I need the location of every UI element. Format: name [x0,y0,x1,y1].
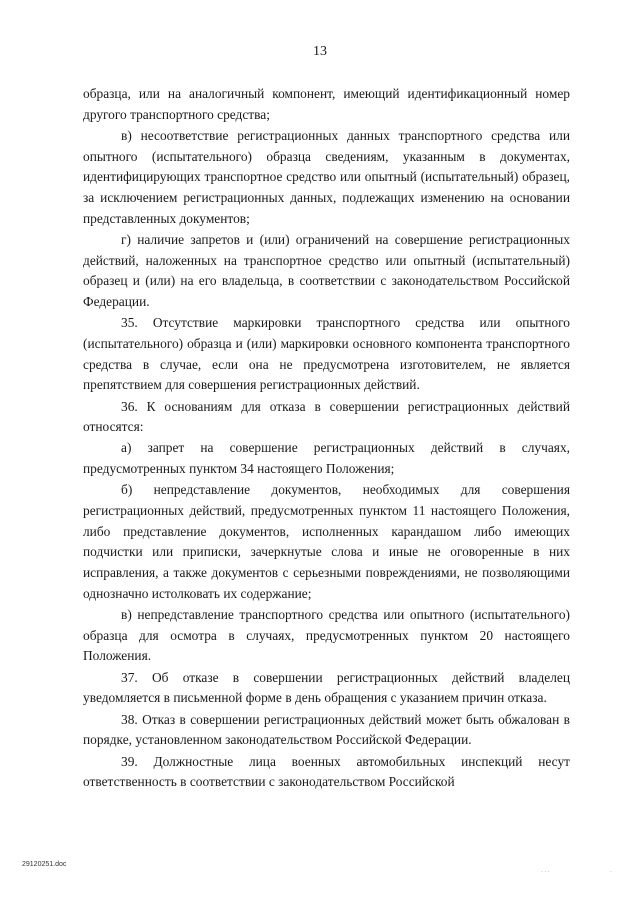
paragraph-36: 36. К основаниям для отказа в совершении регистрационных действий относятся: [83,398,570,435]
scan-artifact: . [610,868,612,874]
footer-filename: 29120251.doc [22,861,67,868]
paragraph-35: 35. Отсутствие маркировки транспортного средства или опытного (испытательного) образца и (или) маркировки основного компонента транспортного средства в случае, если она не предусмотрена изготовителем, не является препятствием для совершения регистрационных действий. [83,315,570,393]
paragraph-item-v: в) несоответствие регистрационных данных транспортного средства или опытного (испытательного) образца сведениям, указанным в документах, идентифицирующих транспортное средство или опытный (испытательный) образец, за исключением регистрационных данных, подлежащих изменению на основании представленных документов; [83,127,570,226]
paragraph-item-g: г) наличие запретов и (или) ограничений на совершение регистрационных действий, наложенных на транспортное средство или опытный (испытательный) образец и (или) на его владельца, в соответствии с законодательством Российской Федерации. [83,231,570,310]
paragraph-continuation: образца, или на аналогичный компонент, имеющий идентификационный номер другого транспортного средства; [83,86,570,122]
paragraph-37: 37. Об отказе в совершении регистрационных действий владелец уведомляется в письменной форме в день обращения с указанием причин отказа. [83,669,570,706]
paragraph-39: 39. Должностные лица военных автомобильных инспекций несут ответственность в соответствии с законодательством Российской [83,753,570,790]
paragraph-36-b: б) непредставление документов, необходимых для совершения регистрационных действий, предусмотренных пунктом 11 настоящего Положения, либо представление документов, исполненных карандашом либо имеющих подчистки или приписки, зачеркнутые слова и иные не оговоренные в них исправления, а также документов с серьезными повреждениями, не позволяющими однозначно истолковать их содержание; [83,482,570,601]
paragraph-36-v: в) непредставление транспортного средства или опытного (испытательного) образца для осмотра в случаях, предусмотренных пунктом 20 настоящего Положения. [83,607,570,664]
scan-artifact: . . . [541,868,550,874]
page-number: 13 [313,44,327,59]
document-body [83,84,570,793]
paragraph-38: 38. Отказ в совершении регистрационных действий может быть обжалован в порядке, установленном законодательством Российской Федерации. [83,711,570,748]
paragraph-36-a: а) запрет на совершение регистрационных действий в случаях, предусмотренных пунктом 34 настоящего Положения; [83,440,570,477]
